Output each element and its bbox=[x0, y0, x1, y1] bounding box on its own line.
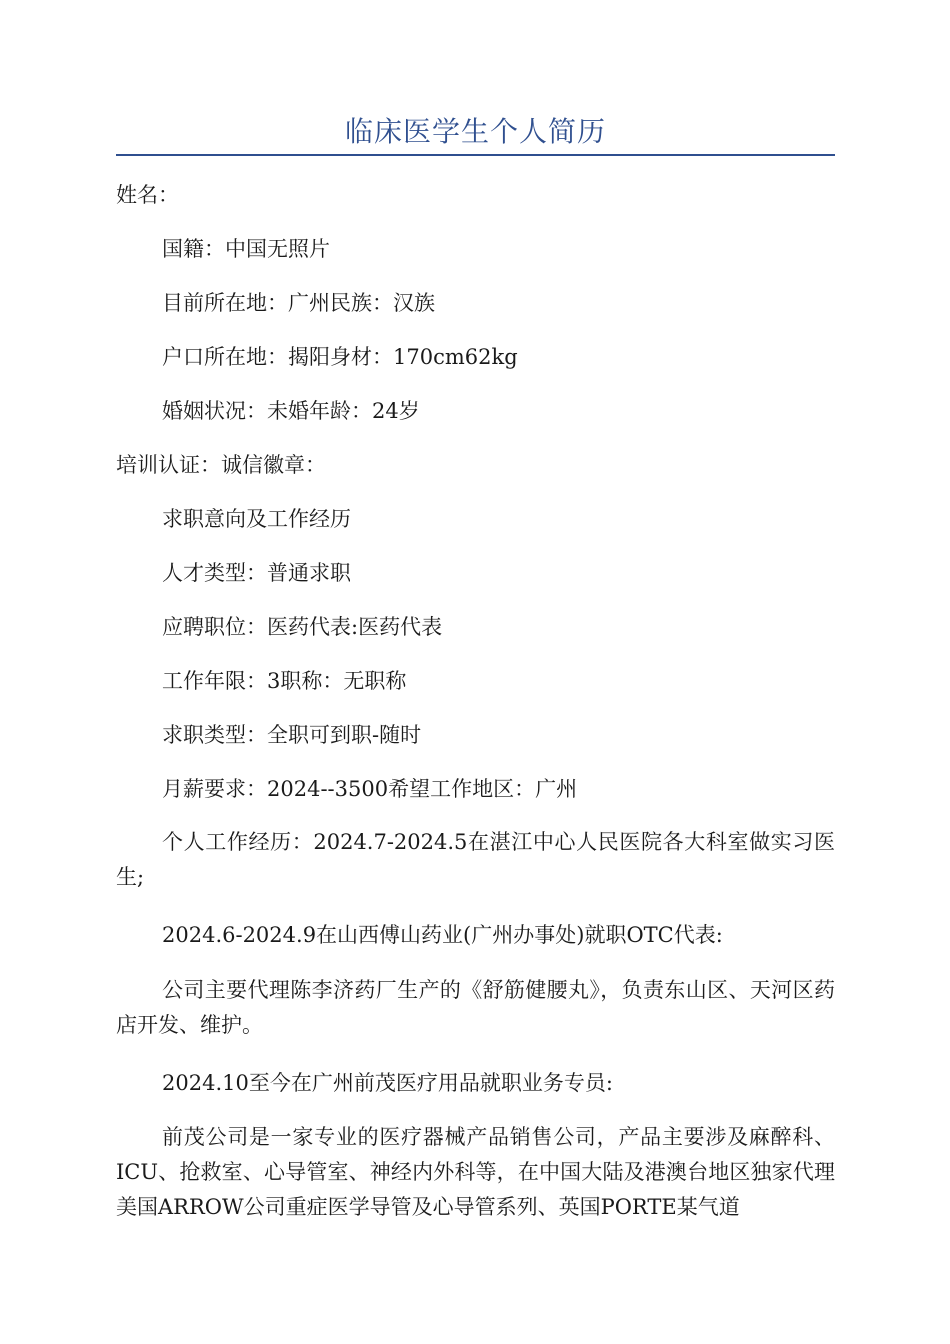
training-line: 培训认证：诚信徽章： bbox=[116, 453, 326, 477]
intent-heading: 求职意向及工作经历 bbox=[162, 507, 351, 531]
location-line: 目前所在地：广州民族：汉族 bbox=[162, 291, 435, 315]
experience-paragraph-2: 2024.6-2024.9在山西傅山药业(广州办事处)就职OTC代表: bbox=[162, 923, 723, 947]
salary-line: 月薪要求：2024--3500希望工作地区：广州 bbox=[162, 777, 578, 801]
experience-paragraph-3-detail: 前茂公司是一家专业的医疗器械产品销售公司，产品主要涉及麻醉科、ICU、抢救室、心导管室、神经内外科等，在中国大陆及港澳台地区独家代理美国ARROW公司重症医学导管及心导管系列、英国PORTE某气道 bbox=[116, 1125, 835, 1219]
position-line: 应聘职位：医药代表:医药代表 bbox=[162, 615, 443, 639]
nationality-line: 国籍：中国无照片 bbox=[162, 237, 330, 261]
name-line: 姓名： bbox=[116, 183, 179, 207]
marital-line: 婚姻状况：未婚年龄：24岁 bbox=[162, 399, 420, 423]
experience-paragraph-1: 个人工作经历：2024.7-2024.5在湛江中心人民医院各大科室做实习医生; bbox=[116, 830, 835, 889]
years-line: 工作年限：3职称：无职称 bbox=[162, 669, 407, 693]
hukou-line: 户口所在地：揭阳身材：170cm62kg bbox=[162, 345, 518, 369]
experience-paragraph-2-detail: 公司主要代理陈李济药厂生产的《舒筋健腰丸》，负责东山区、天河区药店开发、维护。 bbox=[116, 978, 835, 1037]
talent-type-line: 人才类型：普通求职 bbox=[162, 561, 351, 585]
page-title: 临床医学生个人简历 bbox=[344, 115, 606, 148]
title-underline bbox=[116, 154, 835, 156]
experience-paragraph-3: 2024.10至今在广州前茂医疗用品就职业务专员: bbox=[162, 1071, 613, 1095]
job-type-line: 求职类型：全职可到职-随时 bbox=[162, 723, 422, 747]
